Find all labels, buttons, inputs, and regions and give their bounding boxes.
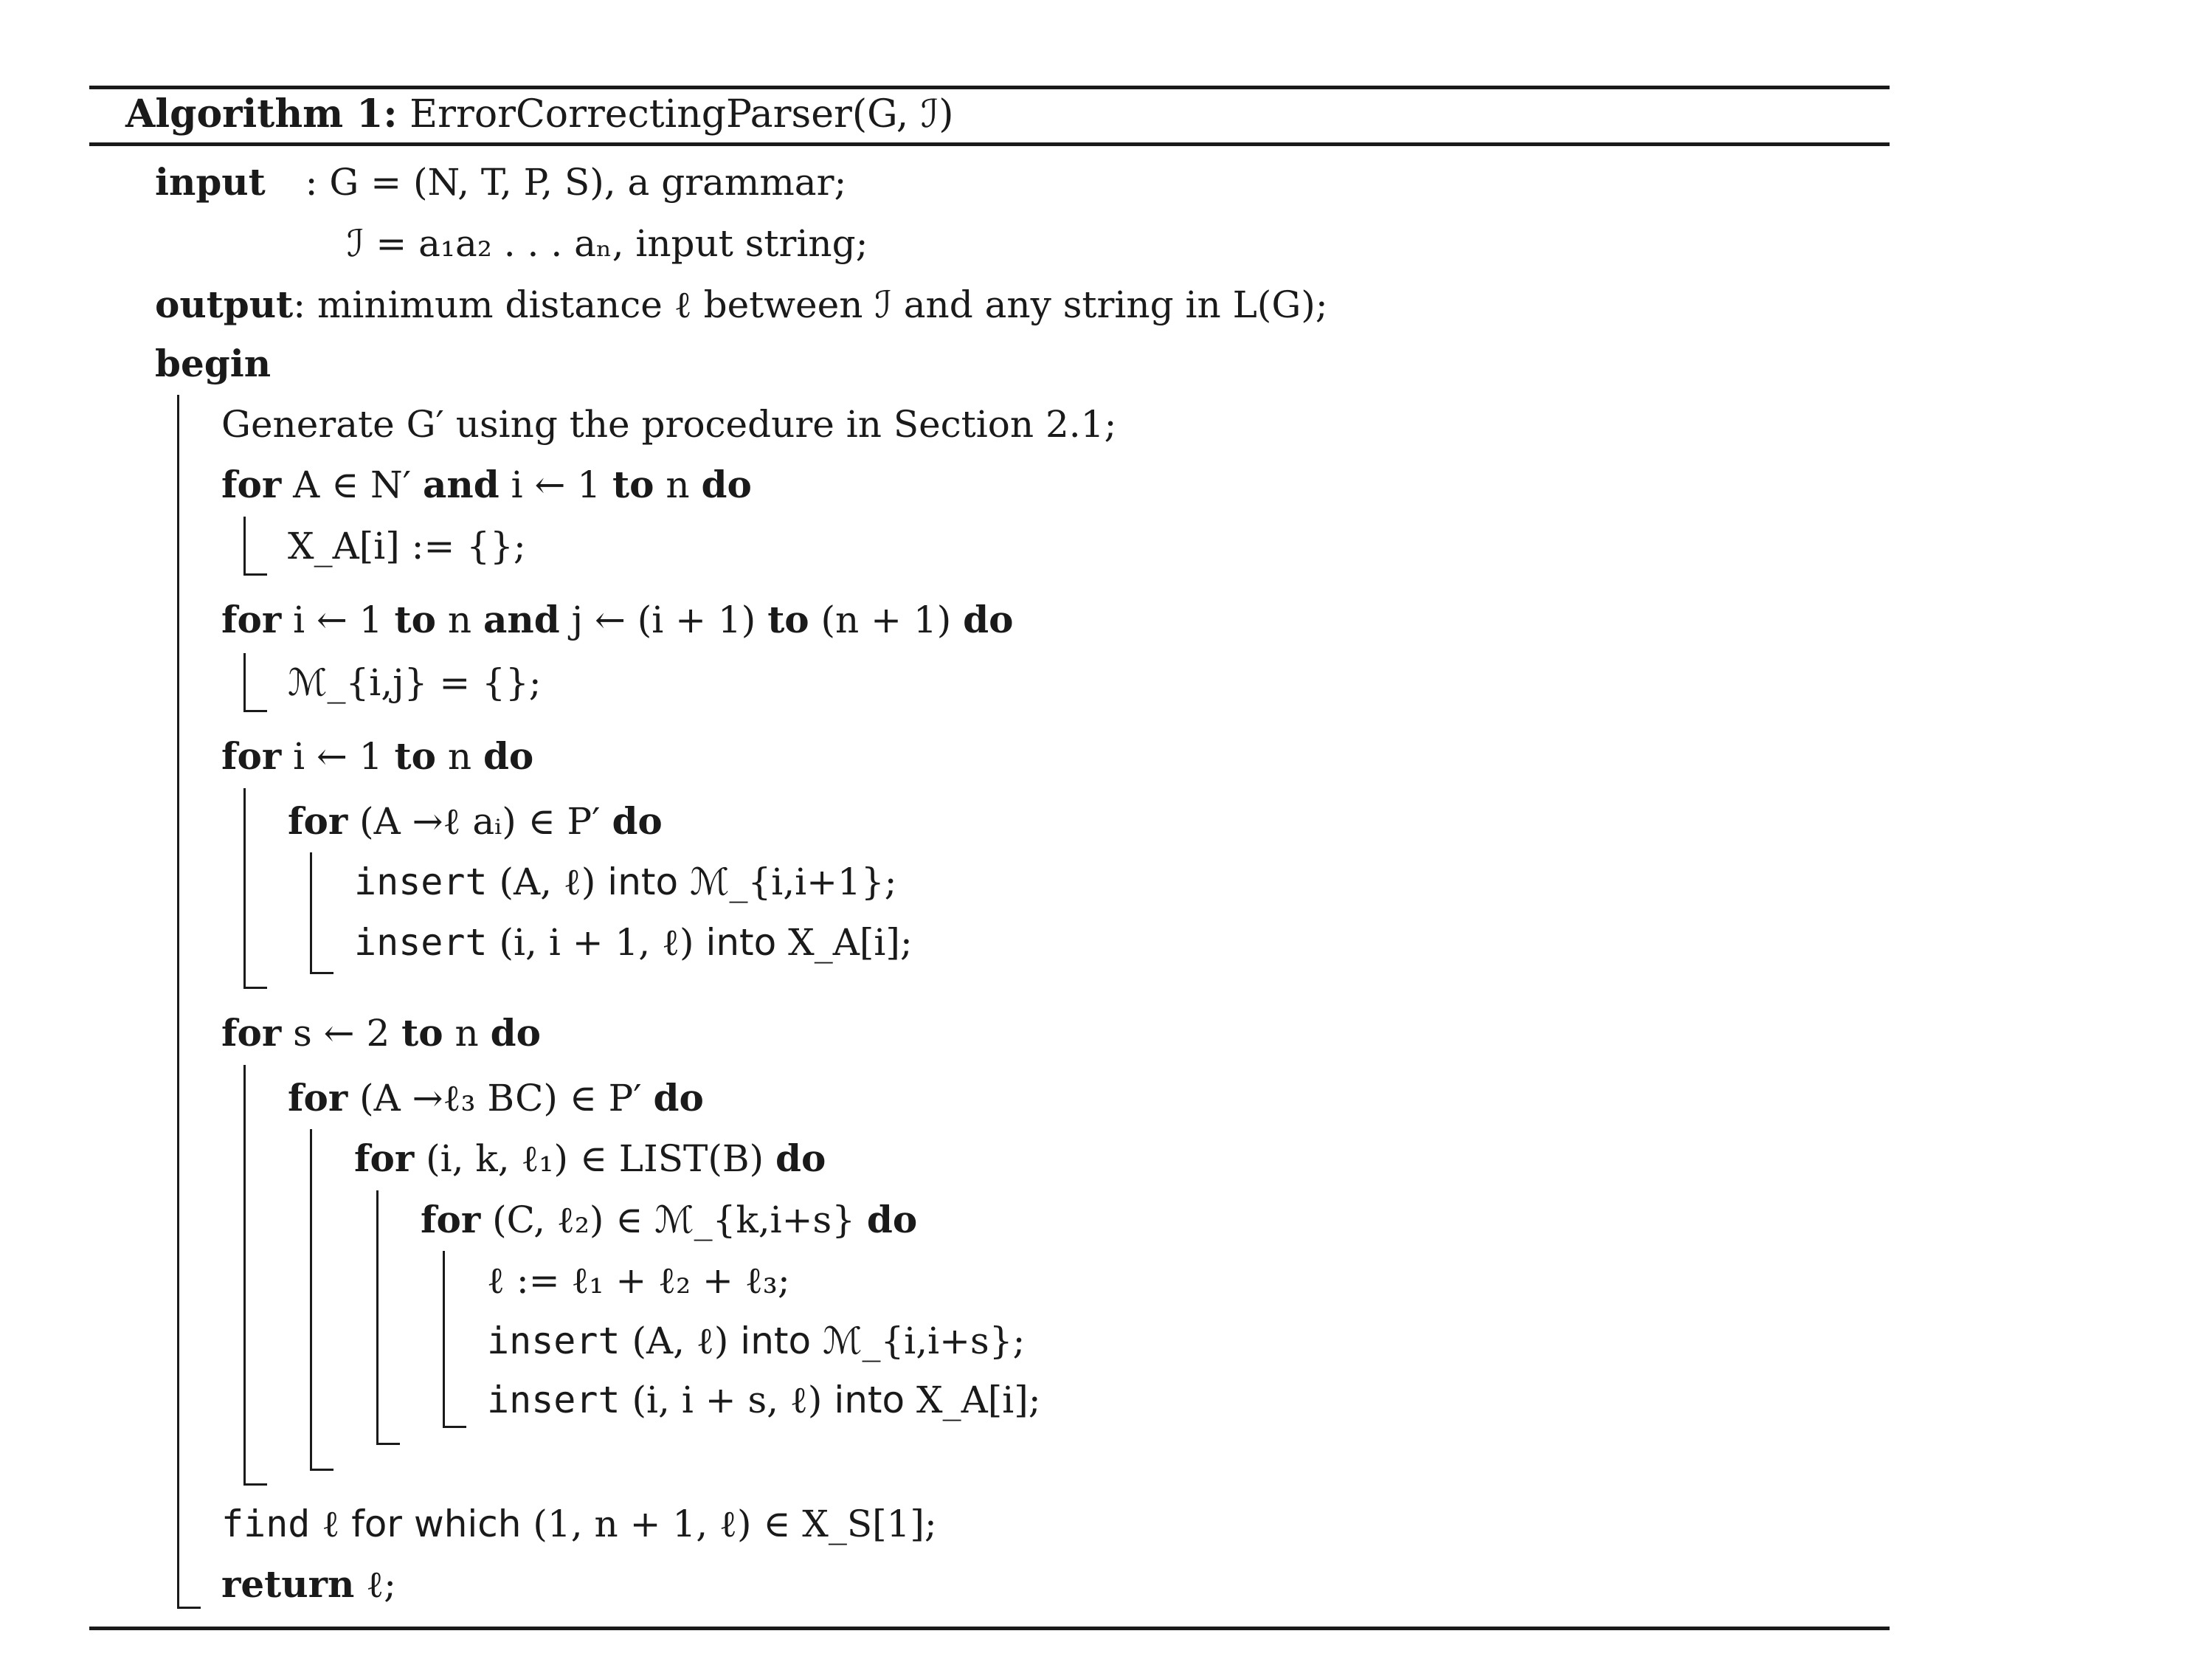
input-keyword: input [155,160,266,204]
find-line [221,1498,937,1550]
input-grammar-text: : G = (N, T, P, S), a grammar; [305,161,847,204]
do-keyword: do [490,1011,541,1055]
for-keyword: for [221,598,282,641]
for-expression: (i, k, ℓ₁) ∈ LIST(B) [426,1137,764,1180]
top-rule [89,86,1890,89]
for-expression: s ← 2 [293,1012,390,1055]
for-line-2 [221,594,1013,646]
input-string-line [347,218,868,269]
insert-target: ℳ_{i,i+s}; [822,1320,1026,1362]
init-m-text: ℳ_{i,j} = {}; [288,661,542,704]
insert-target: X_A[i]; [916,1379,1041,1421]
insert-expression: (i, i + 1, ℓ) [499,921,694,964]
for-expression: (n + 1) [820,599,952,641]
assign-text: ℓ := ℓ₁ + ℓ₂ + ℓ₃; [487,1259,790,1302]
for-keyword: for [221,463,282,506]
begin-keyword: begin [155,342,272,385]
for-line-3 [221,731,533,782]
bottom-rule [89,1627,1890,1630]
generate-text: Generate G′ using the procedure in Section 2.1; [221,403,1117,446]
for-line-4a [288,1072,704,1124]
for-expression: n [666,463,690,506]
begin-line [155,338,271,390]
init-x-line [288,520,526,572]
return-line [221,1559,396,1610]
input-string-text: ℐ = a₁a₂ . . . aₙ, input string; [347,222,868,265]
output-text: : minimum distance ℓ between ℐ and any string in L(G); [293,283,1328,326]
return-keyword: return [221,1562,355,1606]
into-keyword: into [834,1379,905,1421]
for-which-keyword: for which [351,1503,522,1545]
algorithm-title [125,90,954,139]
algorithm-name: ErrorCorrectingParser(G, ℐ) [409,92,954,137]
insert-keyword: insert [487,1320,621,1362]
for-4a-block-foot [310,1469,333,1471]
for-keyword: for [354,1137,415,1180]
assign-line [487,1255,790,1306]
for-1-block-bar [243,517,246,576]
for-expression: (C, ℓ₂) ∈ ℳ_{k,i+s} [492,1198,856,1241]
output-line [155,279,1328,331]
for-4-block-bar [243,1065,246,1486]
for-expression: i ← 1 [293,735,383,778]
to-keyword: to [612,463,654,506]
insert-line-3 [487,1315,1025,1367]
insert-line-4 [487,1374,1041,1426]
do-keyword: do [612,799,663,843]
to-keyword: to [394,598,436,641]
init-m-line [288,657,542,708]
for-line-1 [221,459,752,511]
algorithm-label: Algorithm 1: [125,92,398,137]
insert-target: ℳ_{i,i+1}; [689,860,897,903]
do-keyword: do [963,598,1014,641]
for-4a-block-bar [310,1129,312,1471]
to-keyword: to [394,734,436,778]
for-line-4b [354,1133,826,1184]
do-keyword: do [701,463,752,506]
for-line-4c [421,1194,917,1246]
for-expression: A ∈ N′ [293,463,412,506]
insert-keyword: insert [487,1379,621,1421]
for-3-block-bar [243,788,246,989]
for-3a-block-foot [310,972,333,974]
begin-block-bar [177,395,179,1609]
for-4-block-foot [243,1483,267,1486]
for-expression: n [447,599,472,641]
for-expression: i ← 1 [511,463,601,506]
title-rule [89,142,1890,146]
do-keyword: do [653,1076,704,1120]
begin-block-foot [177,1607,201,1609]
to-keyword: to [767,598,809,641]
for-1-block-foot [243,573,267,576]
for-line-3a [288,796,663,847]
for-4b-block-foot [376,1443,400,1445]
for-keyword: for [288,799,348,843]
find-keyword: find [221,1503,311,1545]
for-expression: (A →ℓ aᵢ) ∈ P′ [359,800,601,843]
insert-line-2 [354,917,913,968]
input-line [155,156,846,208]
find-expression: ℓ [322,1503,340,1545]
into-keyword: into [607,860,679,903]
for-4c-block-foot [443,1426,466,1428]
for-keyword: for [221,734,282,778]
for-2-block-bar [243,653,246,712]
for-expression: j ← (i + 1) [571,599,756,641]
for-expression: i ← 1 [293,599,383,641]
for-line-4 [221,1007,541,1059]
insert-line-1 [354,856,897,908]
do-keyword: do [866,1198,918,1241]
for-expression: n [447,735,472,778]
for-2-block-foot [243,710,267,712]
for-expression: n [455,1012,479,1055]
do-keyword: do [483,734,534,778]
into-keyword: into [705,921,777,964]
insert-keyword: insert [354,860,488,903]
for-4b-block-bar [376,1190,379,1445]
generate-line [221,399,1116,450]
insert-expression: (A, ℓ) [499,860,596,903]
insert-target: X_A[i]; [788,921,913,964]
for-expression: (A →ℓ₃ BC) ∈ P′ [359,1077,642,1120]
for-keyword: for [221,1011,282,1055]
and-keyword: and [423,463,500,506]
for-keyword: for [288,1076,348,1120]
do-keyword: do [775,1137,826,1180]
for-keyword: for [421,1198,481,1241]
return-value: ℓ; [366,1563,397,1606]
into-keyword: into [740,1320,812,1362]
for-4c-block-bar [443,1251,445,1428]
and-keyword: and [483,598,560,641]
for-3-block-foot [243,987,267,989]
insert-keyword: insert [354,921,488,964]
to-keyword: to [401,1011,443,1055]
init-x-text: X_A[i] := {}; [288,525,526,568]
find-condition: (1, n + 1, ℓ) ∈ X_S[1]; [533,1503,937,1545]
output-keyword: output [155,283,294,326]
insert-expression: (A, ℓ) [632,1320,729,1362]
for-3a-block-bar [310,852,312,974]
insert-expression: (i, i + s, ℓ) [632,1379,823,1421]
